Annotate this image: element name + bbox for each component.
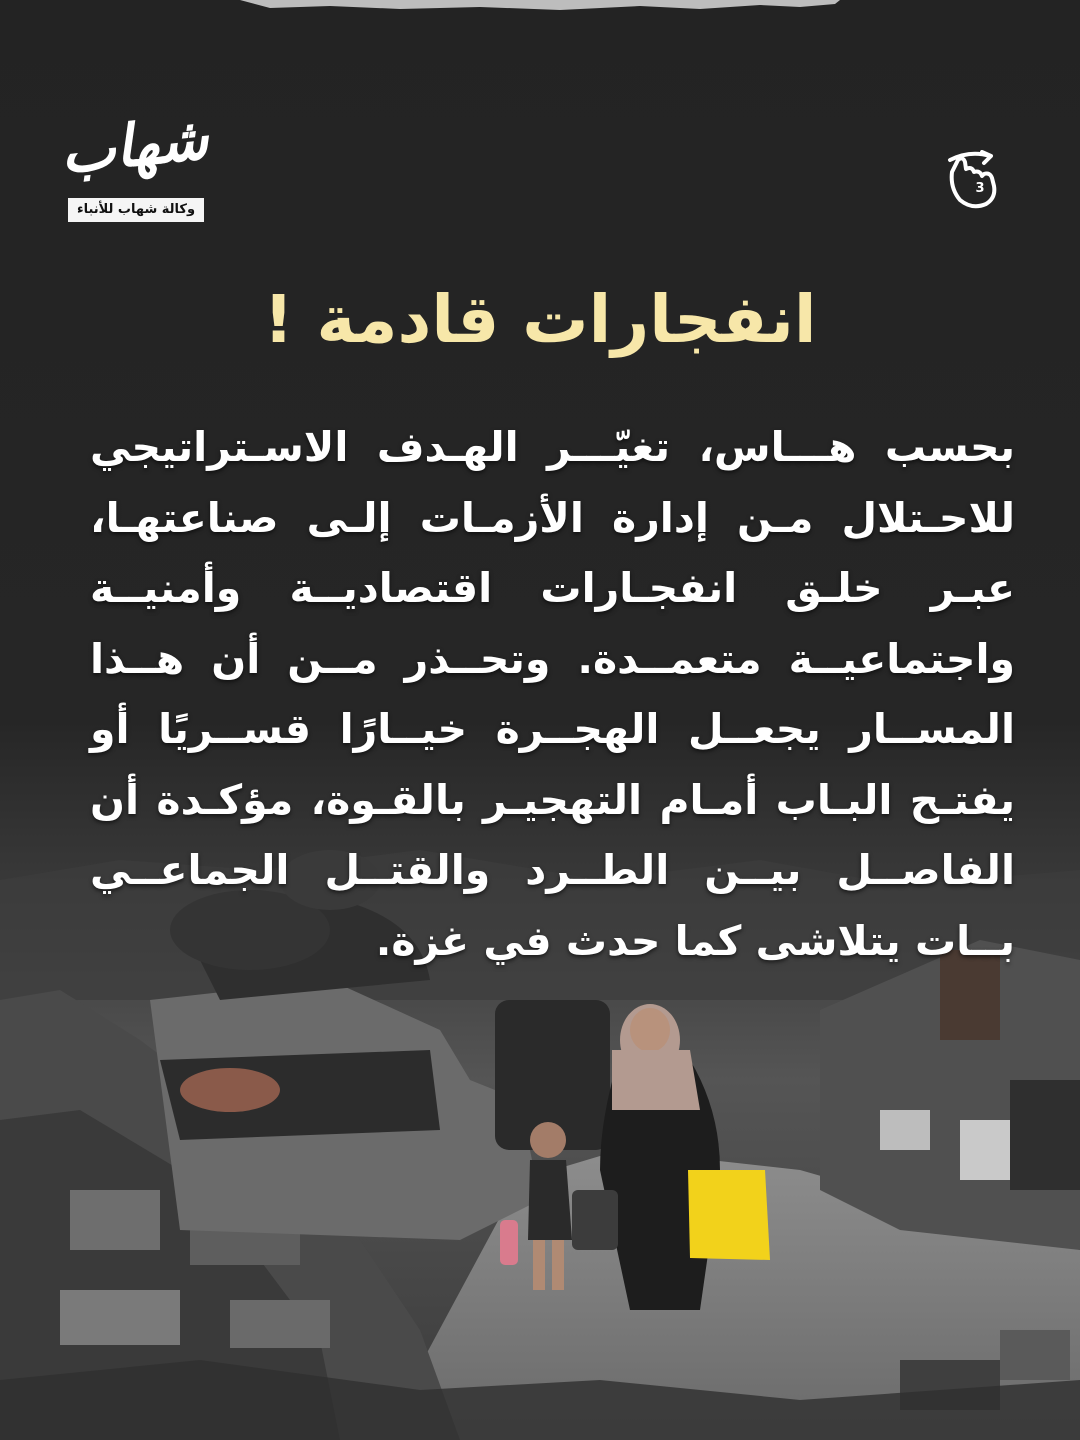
page-number: 3 bbox=[975, 181, 985, 196]
body-text: بحسب هـــاس، تغيّـــر الهـدف الاسـتراتيجي للاحـتلال مـن إدارة الأزمـات إلـى صناعتهـا، عبـر خلـق انفجـارات اقتصاديــة وأمنيــة واجتماعيــة متعمــدة. وتحــذر مــن أن هــذا المســار يجعــل الهجــرة خيــارًا قســريًا أو يفتـح البـاب أمـام التهجيـر بالقـوة، مؤكـدة أن الفاصــل بيــن الطــرد والقتــل الجماعــي بــات يتلاشى كما حدث في غزة. bbox=[90, 423, 1015, 965]
brand-tagline: وكالة شهاب للأنباء bbox=[68, 198, 204, 222]
headline: انفجارات قادمة ! bbox=[263, 281, 817, 358]
brand-logo bbox=[57, 100, 212, 225]
brand-logo-text: شهاب bbox=[57, 103, 212, 187]
